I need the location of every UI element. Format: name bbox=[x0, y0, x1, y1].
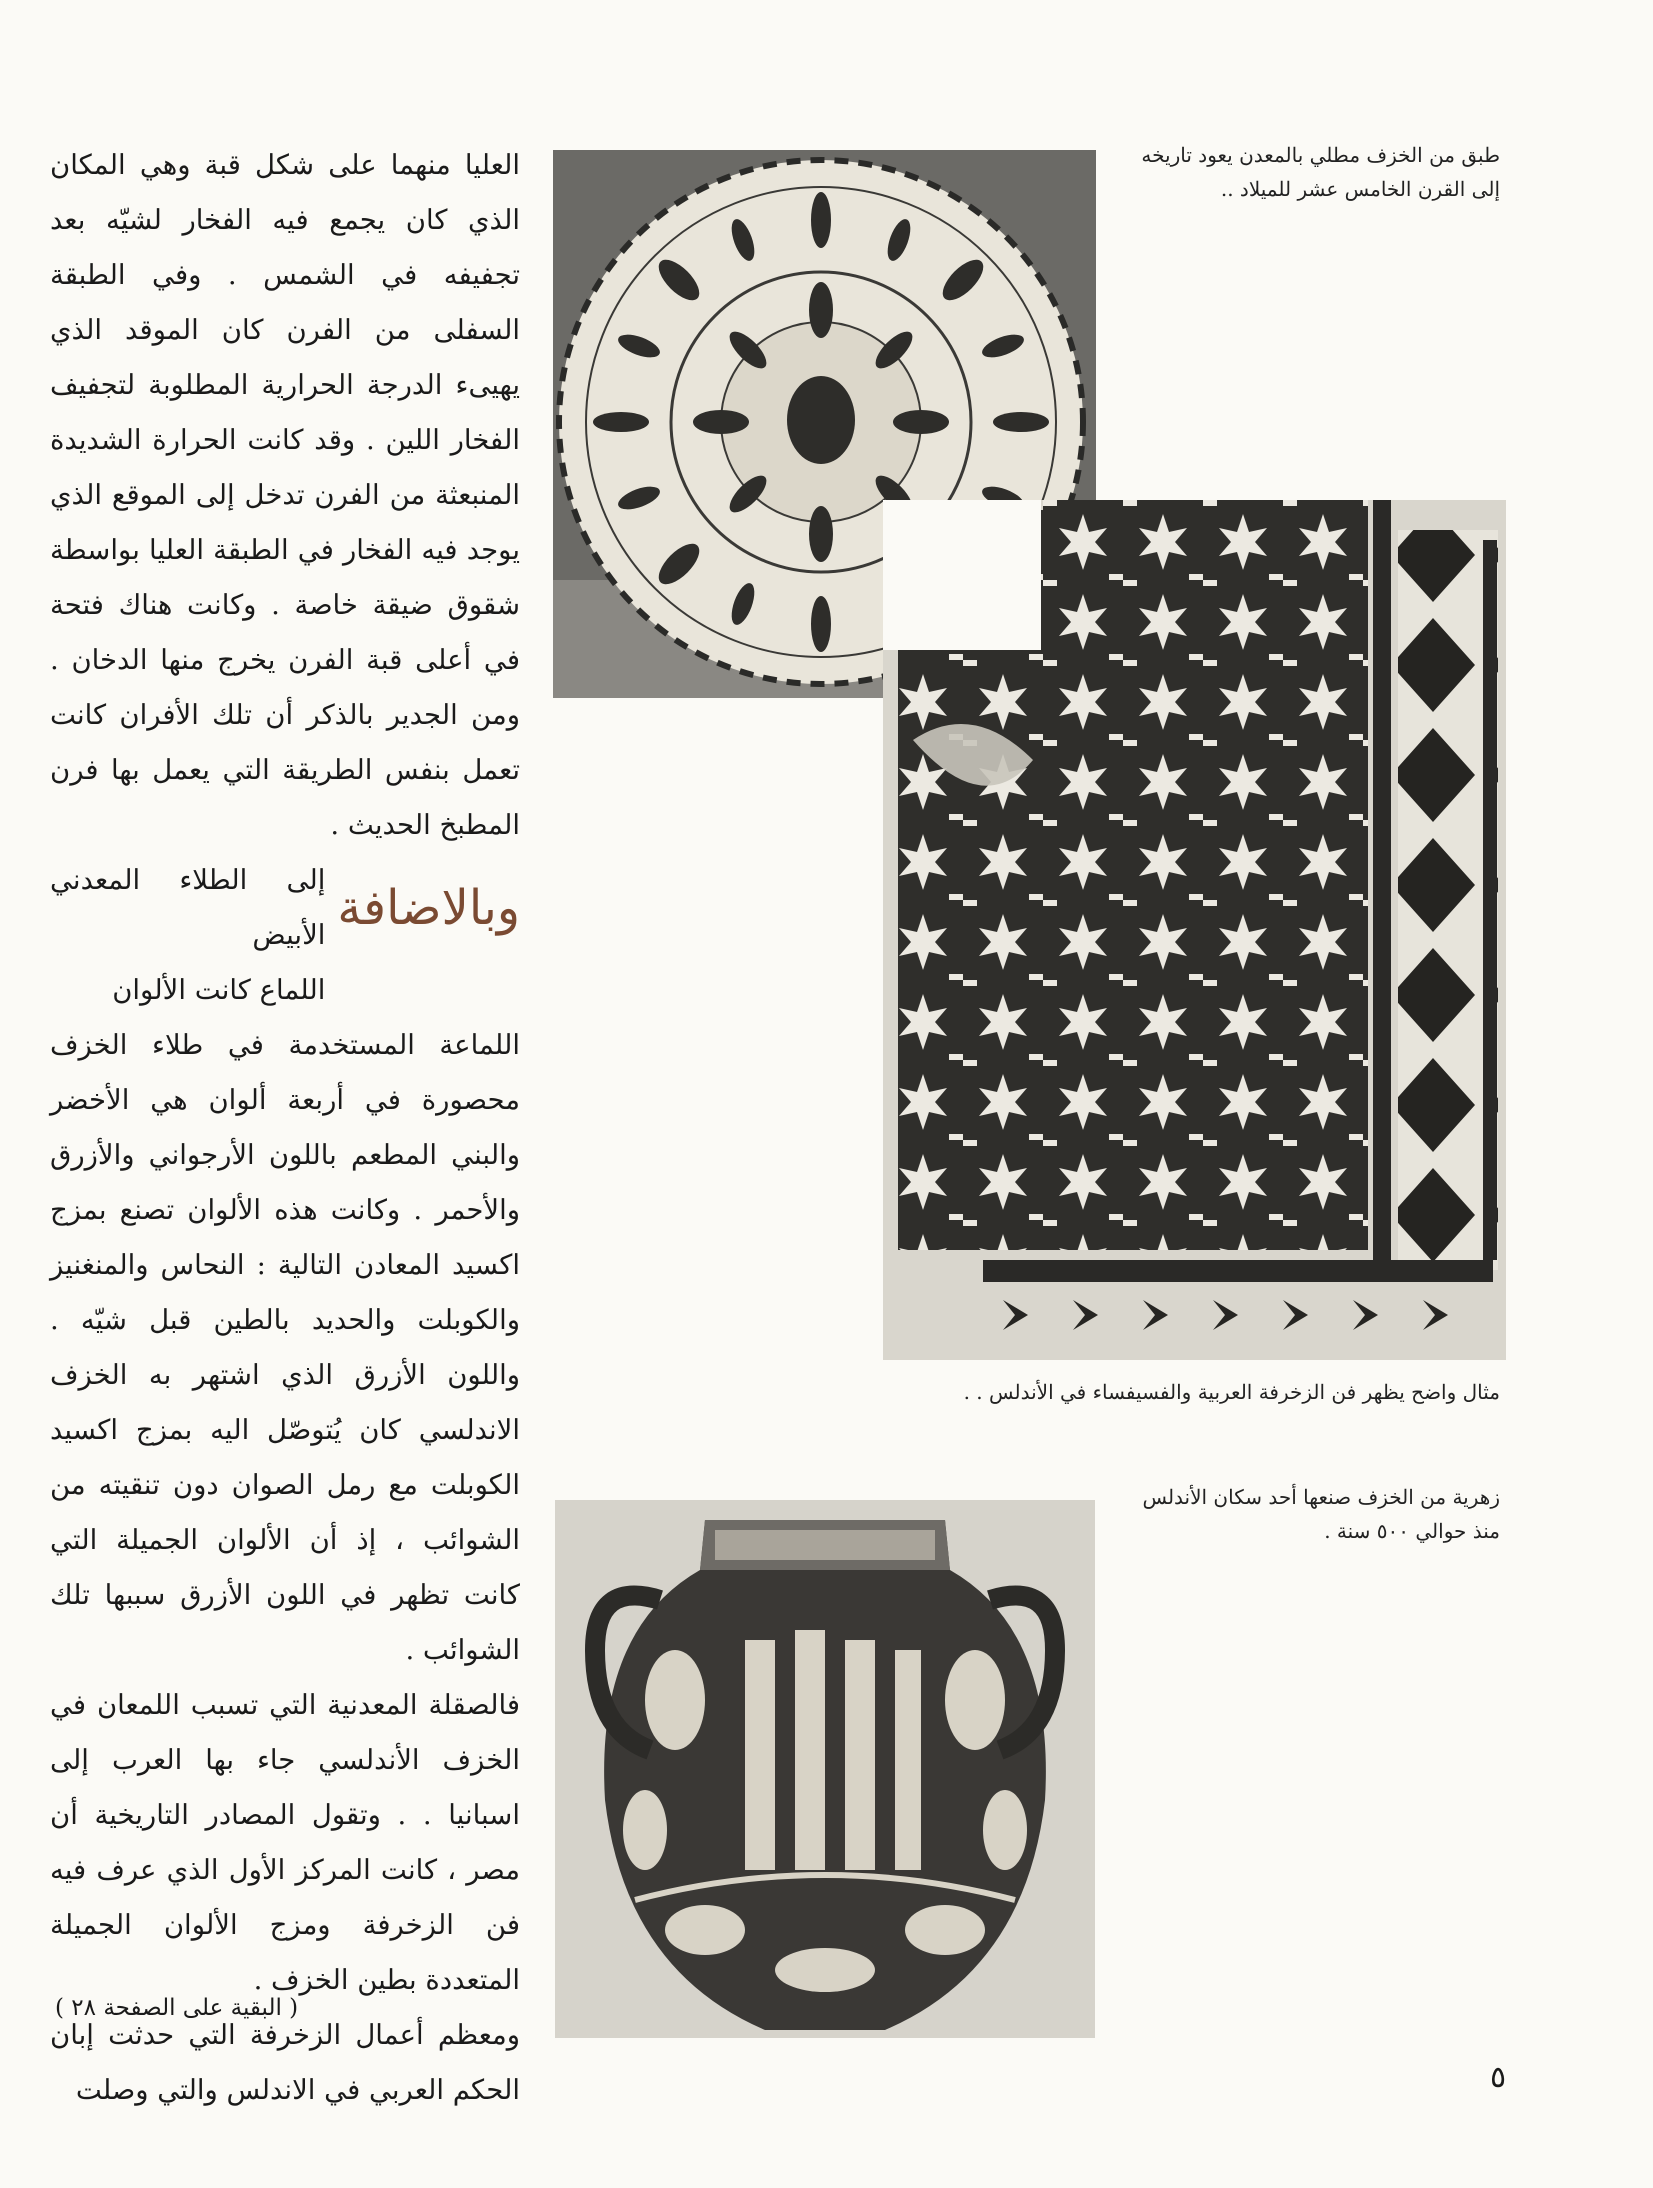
continued-note: ( البقية على الصفحة ٢٨ ) bbox=[55, 1995, 299, 2021]
lead-in-block bbox=[50, 853, 520, 1018]
article-paragraph-4: ومعظم أعمال الزخرفة التي حدثت إبان الحكم العربي في الاندلس والتي وصلت bbox=[50, 2019, 520, 2106]
article-paragraph-1: العليا منهما على شكل قبة وهي المكان الذي كان يجمع فيه الفخار لشيّه بعد تجفيفه في الشمس . وفي الطبقة السفلى من الفرن كان الموقد الذي يهيىء الدرجة الحرارية المطلوبة لتجفيف الفخار اللين . وقد كانت الحرارة الشديدة المنبعثة من الفرن تدخل إلى الموقع الذي يوجد فيه الفخار في الطبقة العليا بواسطة شقوق ضيقة خاصة . وكانت هناك فتحة في أعلى قبة الفرن يخرج منها الدخان . ومن الجدير بالذكر أن تلك الأفران كانت تعمل بنفس الطريقة التي يعمل بها فرن المطبخ الحديث . bbox=[50, 149, 520, 841]
lead-line-1: إلى الطلاء المعدني الأبيض bbox=[50, 864, 326, 951]
plate-caption: طبق من الخزف مطلي بالمعدن يعود تاريخه إلى القرن الخامس عشر للميلاد .. bbox=[1141, 143, 1500, 201]
page-number: ٥ bbox=[1490, 2060, 1507, 2095]
mosaic-caption: مثال واضح يظهر فن الزخرفة العربية والفسيفساء في الأندلس . . bbox=[963, 1380, 1500, 1404]
decorative-lead-word: وبالاضافة bbox=[337, 880, 520, 936]
lustreware-vase-photo bbox=[555, 1500, 1095, 2038]
article-paragraph-2: اللماعة المستخدمة في طلاء الخزف محصورة في أربعة ألوان هي الأخضر والبني المطعم باللون الأرجواني والأزرق والأحمر . وكانت هذه الألوان تصنع بمزج اكسيد المعادن التالية : النحاس والمنغنيز والكوبلت والحديد بالطين قبل شيّه . واللون الأزرق الذي اشتهر به الخزف الاندلسي كان يُتوصّل اليه بمزج اكسيد الكوبلت مع رمل الصوان دون تنقيته من الشوائب ، إذ أن الألوان الجميلة التي كانت تظهر في اللون الأزرق سببها تلك الشوائب . bbox=[50, 1029, 520, 1666]
vase-caption: زهرية من الخزف صنعها أحد سكان الأندلس منذ حوالي ٥٠٠ سنة . bbox=[1142, 1485, 1500, 1543]
lead-line-2: اللماع كانت الألوان bbox=[112, 974, 326, 1006]
mosaic-tile-photo bbox=[883, 500, 1506, 1360]
article-column bbox=[50, 138, 520, 2118]
article-paragraph-3: فالصقلة المعدنية التي تسبب اللمعان في الخزف الأندلسي جاء بها العرب إلى اسبانيا . . وتقول المصادر التاريخية أن مصر ، كانت المركز الأول الذي عرف فيه فن الزخرفة ومزج الألوان الجميلة المتعددة بطين الخزف . bbox=[50, 1689, 520, 1996]
